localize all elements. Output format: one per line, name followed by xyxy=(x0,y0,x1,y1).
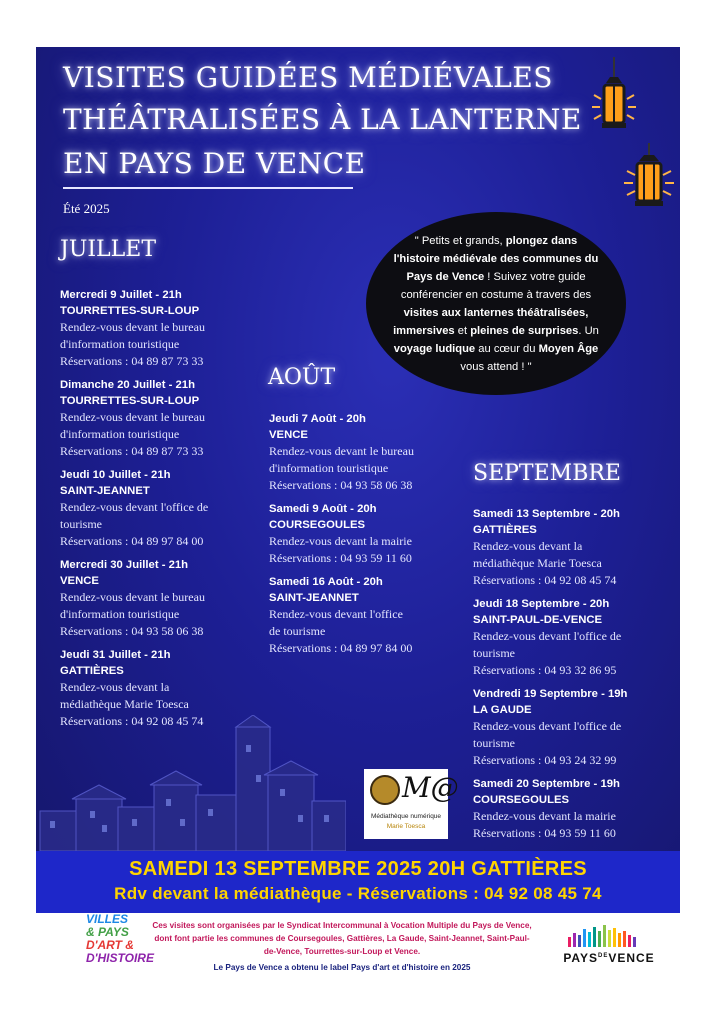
mediatheque-label: Médiathèque numérique xyxy=(370,813,442,820)
event-meeting: tourisme xyxy=(473,646,515,660)
event-reservation: Réservations : 04 89 97 84 00 xyxy=(269,641,413,655)
title-line-2: THÉÂTRALISÉES À LA LANTERNE xyxy=(63,103,582,136)
event-reservation: Réservations : 04 89 87 73 33 xyxy=(60,444,204,458)
intro-bubble xyxy=(366,212,626,395)
title-line-3: EN PAYS DE VENCE xyxy=(63,147,366,180)
event-reservation: Réservations : 04 93 58 06 38 xyxy=(60,624,204,638)
pdv-word: VENCE xyxy=(608,951,655,965)
footer-line: de-Vence, Tourrettes-sur-Loup et Vence. xyxy=(263,947,421,956)
event-meeting: Rendez-vous devant l'office de xyxy=(473,719,622,733)
event-item xyxy=(60,377,250,460)
event-reservation: Réservations : 04 92 08 45 74 xyxy=(473,573,617,587)
month-juillet-heading: JUILLET xyxy=(60,237,157,262)
villes-pays-art-histoire-logo xyxy=(86,912,154,975)
event-date: Mercredi 9 Juillet - 21h xyxy=(60,289,182,301)
event-date: Jeudi 10 Juillet - 21h xyxy=(60,469,171,481)
event-item xyxy=(269,411,459,494)
vah-logo-line: VILLES xyxy=(86,912,129,926)
event-item xyxy=(60,467,250,550)
event-item xyxy=(473,686,673,769)
event-reservation: Réservations : 04 93 59 11 60 xyxy=(269,551,412,565)
event-reservation: Réservations : 04 93 24 32 99 xyxy=(473,753,617,767)
lantern-icon xyxy=(622,143,676,215)
event-date: Jeudi 18 Septembre - 20h xyxy=(473,598,610,610)
month-aout-heading: AOÛT xyxy=(268,365,336,390)
footer xyxy=(36,913,680,979)
vah-logo-line: D'ART & xyxy=(86,938,134,952)
event-place: VENCE xyxy=(269,429,308,441)
event-meeting: médiathèque Marie Toesca xyxy=(473,556,602,570)
intro-text: " Petits et grands, plongez dans l'histoire médiévale des communes du Pays de Vence ! Suivez votre guide conférencier en costume à travers des visites aux lanternes théâtralisées, immersives et pleines de surprises. Un voyage ludique au cœur du Moyen Âge vous attend ! " xyxy=(393,234,599,373)
event-meeting: tourisme xyxy=(60,517,102,531)
event-place: GATTIÈRES xyxy=(473,524,537,536)
pays-de-vence-logo xyxy=(554,923,664,971)
highlight-banner xyxy=(36,851,680,913)
event-date: Jeudi 7 Août - 20h xyxy=(269,413,366,425)
village-illustration xyxy=(36,715,346,851)
event-meeting: Rendez-vous devant l'office de xyxy=(473,629,622,643)
septembre-events xyxy=(473,506,673,849)
vah-logo-line: D'HISTOIRE xyxy=(86,951,154,965)
event-date: Samedi 16 Août - 20h xyxy=(269,576,383,588)
footer-label-line: Le Pays de Vence a obtenu le label Pays d'art et d'histoire en 2025 xyxy=(213,963,471,972)
footer-line: Ces visites sont organisées par le Syndicat Intercommunal à Vocation Multiple du Pays de Vence, xyxy=(152,921,532,930)
event-item xyxy=(473,596,673,679)
event-item xyxy=(269,574,459,657)
event-reservation: Réservations : 04 93 59 11 60 xyxy=(473,826,616,840)
event-meeting: d'information touristique xyxy=(60,427,180,441)
event-meeting: d'information touristique xyxy=(60,607,180,621)
event-place: TOURRETTES-SUR-LOUP xyxy=(60,305,200,317)
event-item xyxy=(473,776,673,842)
event-meeting: Rendez-vous devant le bureau xyxy=(60,590,205,604)
footer-text xyxy=(132,919,552,974)
vah-logo-line: & PAYS xyxy=(86,925,129,939)
event-meeting: Rendez-vous devant l'office de xyxy=(60,500,209,514)
event-place: SAINT-PAUL-DE-VENCE xyxy=(473,614,603,626)
footer-line: dont font partie les communes de Coursegoules, Gattières, La Gaude, Saint-Jeannet, Saint-Paul- xyxy=(154,934,530,943)
mediatheque-sublabel: Marie Toesca xyxy=(386,823,426,830)
event-meeting: tourisme xyxy=(473,736,515,750)
event-meeting: Rendez-vous devant le bureau xyxy=(60,410,205,424)
mediatheque-logo xyxy=(364,769,459,839)
event-meeting: médiathèque Marie Toesca xyxy=(60,697,189,711)
banner-date: SAMEDI 13 SEPTEMBRE 2025 20H GATTIÈRES xyxy=(129,858,587,880)
pdv-word: PAYS xyxy=(563,951,598,965)
event-place: VENCE xyxy=(60,575,99,587)
event-meeting: Rendez-vous devant le bureau xyxy=(60,320,205,334)
event-reservation: Réservations : 04 93 58 06 38 xyxy=(269,478,413,492)
event-item xyxy=(473,506,673,589)
pays-de-vence-wordmark xyxy=(554,951,664,965)
event-meeting: Rendez-vous devant la xyxy=(60,680,170,694)
event-meeting: Rendez-vous devant la mairie xyxy=(473,809,616,823)
event-date: Dimanche 20 Juillet - 21h xyxy=(60,379,195,391)
event-place: SAINT-JEANNET xyxy=(269,592,359,604)
event-meeting: de tourisme xyxy=(269,624,326,638)
banner-details: Rdv devant la médiathèque - Réservations : 04 92 08 45 74 xyxy=(114,884,602,903)
event-meeting: Rendez-vous devant l'office xyxy=(269,607,403,621)
event-item xyxy=(269,501,459,567)
month-septembre-heading: SEPTEMBRE xyxy=(473,461,621,486)
event-reservation: Réservations : 04 89 87 73 33 xyxy=(60,354,204,368)
event-date: Vendredi 19 Septembre - 19h xyxy=(473,688,628,700)
event-item xyxy=(60,287,250,370)
event-item xyxy=(60,557,250,640)
title-underline xyxy=(63,187,353,189)
lantern-icon xyxy=(588,57,640,137)
event-place: GATTIÈRES xyxy=(60,665,124,677)
mediatheque-emblem xyxy=(370,775,400,805)
pdv-word: DE xyxy=(598,953,609,959)
event-meeting: Rendez-vous devant la xyxy=(473,539,583,553)
event-date: Jeudi 31 Juillet - 21h xyxy=(60,649,171,661)
event-date: Samedi 9 Août - 20h xyxy=(269,503,377,515)
event-date: Samedi 20 Septembre - 19h xyxy=(473,778,620,790)
event-place: SAINT-JEANNET xyxy=(60,485,150,497)
mediatheque-mark: M@ xyxy=(402,771,459,804)
event-place: COURSEGOULES xyxy=(269,519,366,531)
event-date: Mercredi 30 Juillet - 21h xyxy=(60,559,189,571)
event-meeting: d'information touristique xyxy=(269,461,389,475)
event-reservation: Réservations : 04 93 32 86 95 xyxy=(473,663,617,677)
event-meeting: d'information touristique xyxy=(60,337,180,351)
juillet-events xyxy=(60,287,250,737)
title-line-1: VISITES GUIDÉES MÉDIÉVALES xyxy=(63,61,553,94)
event-date: Samedi 13 Septembre - 20h xyxy=(473,508,620,520)
event-place: COURSEGOULES xyxy=(473,794,570,806)
subtitle: Été 2025 xyxy=(63,201,110,216)
event-place: LA GAUDE xyxy=(473,704,532,716)
aout-events xyxy=(269,411,459,664)
event-reservation: Réservations : 04 89 97 84 00 xyxy=(60,534,204,548)
event-place: TOURRETTES-SUR-LOUP xyxy=(60,395,200,407)
event-meeting: Rendez-vous devant la mairie xyxy=(269,534,412,548)
event-reservation: Réservations : 04 92 08 45 74 xyxy=(60,714,204,728)
pays-de-vence-bars-icon xyxy=(554,923,664,947)
poster xyxy=(36,47,680,913)
event-meeting: Rendez-vous devant le bureau xyxy=(269,444,414,458)
